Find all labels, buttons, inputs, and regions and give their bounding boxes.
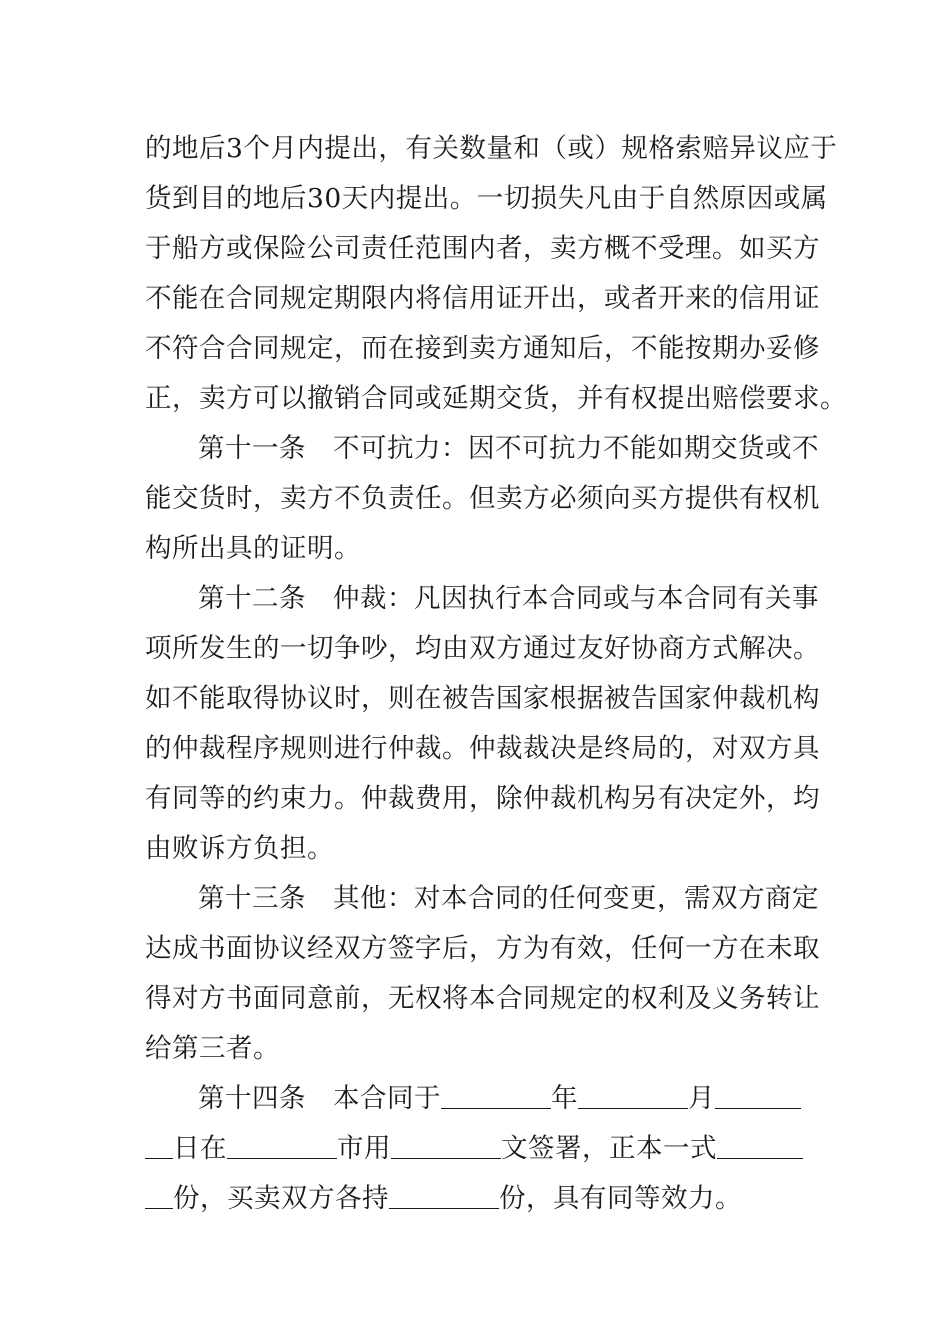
text-line: 给第三者。 [145, 1033, 280, 1064]
day-blank-end [145, 1128, 173, 1159]
text-line: 正，卖方可以撤销合同或延期交货，并有权提出赔偿要求。 [145, 383, 847, 414]
copies-label: 份，买卖双方各持 [173, 1183, 389, 1214]
text-line: 不能在合同规定期限内将信用证开出，或者开来的信用证 [145, 283, 820, 314]
ending-text: 份，具有同等效力。 [499, 1183, 742, 1214]
text-line: 货到目的地后30天内提出。一切损失凡由于自然原因或属 [145, 183, 828, 214]
article-14-prefix: 第十四条 本合同于 [198, 1083, 441, 1114]
text-line: 于船方或保险公司责任范围内者，卖方概不受理。如买方 [145, 233, 820, 264]
text-line: 得对方书面同意前，无权将本合同规定的权利及义务转让 [145, 983, 820, 1014]
text-line: 的仲裁程序规则进行仲裁。仲裁裁决是终局的，对双方具 [145, 733, 820, 764]
language-label: 文签署，正本一式 [501, 1133, 717, 1164]
text-line: 构所出具的证明。 [145, 533, 361, 564]
year-blank [441, 1078, 551, 1109]
city-label: 市用 [337, 1133, 391, 1164]
month-blank [578, 1078, 688, 1109]
copies-blank-end [145, 1178, 173, 1209]
article-13-heading-line: 第十三条 其他：对本合同的任何变更，需双方商定 [198, 883, 819, 914]
text-line: 不符合合同规定，而在接到卖方通知后，不能按期办妥修 [145, 333, 820, 364]
day-label: 日在 [173, 1133, 227, 1164]
article-12-heading-line: 第十二条 仲裁：凡因执行本合同或与本合同有关事 [198, 583, 819, 614]
text-line: 项所发生的一切争吵，均由双方通过友好协商方式解决。 [145, 633, 820, 664]
language-blank [391, 1128, 501, 1159]
city-blank [227, 1128, 337, 1159]
contract-text [145, 124, 847, 1224]
text-line: 达成书面协议经双方签字后，方为有效，任何一方在未取 [145, 933, 820, 964]
text-line: 如不能取得协议时，则在被告国家根据被告国家仲裁机构 [145, 683, 820, 714]
text-line: 的地后3个月内提出，有关数量和（或）规格索赔异议应于 [145, 133, 838, 164]
text-line: 由败诉方负担。 [145, 833, 334, 864]
copies-blank-start [717, 1128, 803, 1159]
article-11-heading-line: 第十一条 不可抗力：因不可抗力不能如期交货或不 [198, 433, 819, 464]
day-blank-start [715, 1078, 801, 1109]
article-14-line-1 [145, 1074, 810, 1124]
text-line: 有同等的约束力。仲裁费用，除仲裁机构另有决定外，均 [145, 783, 820, 814]
article-14-line-3 [145, 1174, 810, 1224]
text-line: 能交货时，卖方不负责任。但卖方必须向买方提供有权机 [145, 483, 820, 514]
year-label: 年 [551, 1083, 578, 1114]
month-label: 月 [688, 1083, 715, 1114]
each-holds-blank [389, 1178, 499, 1209]
article-14-line-2 [145, 1124, 810, 1174]
